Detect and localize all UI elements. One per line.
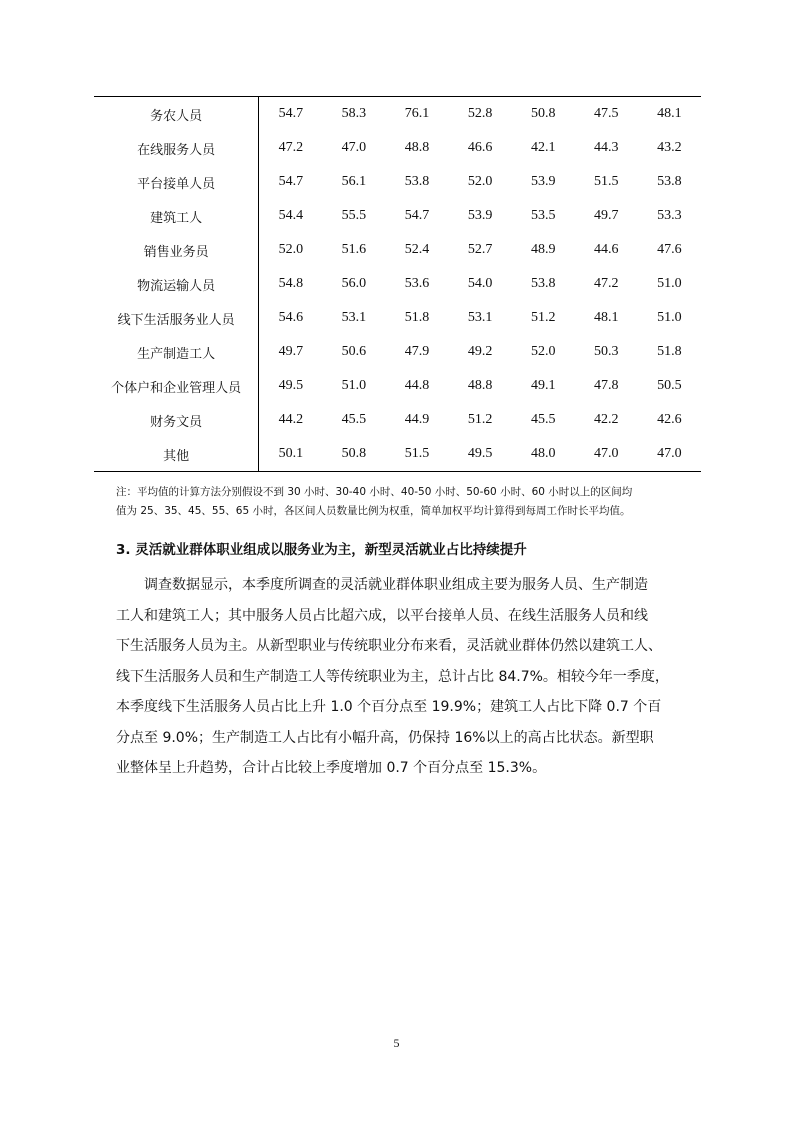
work-hours-table <box>94 96 701 472</box>
table-cell: 49.5 <box>278 378 304 393</box>
table-row <box>94 335 701 369</box>
table-cell: 55.5 <box>341 208 367 223</box>
table-cell: 53.9 <box>530 174 556 189</box>
table-cell: 53.8 <box>404 174 430 189</box>
table-cell: 58.3 <box>341 106 367 121</box>
table-cell: 47.6 <box>657 242 682 257</box>
table-cell: 50.5 <box>657 378 682 393</box>
table-cell: 48.1 <box>657 106 682 121</box>
paragraph-line: 业整体呈上升趋势，合计占比较上季度增加 0.7 个百分点至 15.3%。 <box>116 760 547 776</box>
table-cell: 49.1 <box>530 378 556 393</box>
table-cell: 48.8 <box>467 378 493 393</box>
table-cell: 47.5 <box>594 106 619 121</box>
table-cell: 45.5 <box>530 412 556 427</box>
table-cell: 47.9 <box>404 344 430 359</box>
table-cell: 48.8 <box>404 140 430 155</box>
table-row <box>94 165 701 199</box>
table-cell: 51.6 <box>341 242 367 257</box>
table-cell: 52.0 <box>278 242 304 257</box>
row-label: 平台接单人员 <box>94 165 259 199</box>
table-cell: 48.0 <box>530 446 556 461</box>
table-cell: 54.7 <box>278 174 304 189</box>
table-row <box>94 97 701 132</box>
table-cell: 51.5 <box>594 174 619 189</box>
table-row <box>94 403 701 437</box>
table-cell: 42.2 <box>594 412 619 427</box>
table-row <box>94 267 701 301</box>
page-number: 5 <box>393 1036 400 1050</box>
section-paragraph <box>116 570 688 784</box>
table-row <box>94 233 701 267</box>
table-cell: 47.0 <box>657 446 682 461</box>
row-label: 财务文员 <box>94 403 259 437</box>
table-body <box>94 97 701 472</box>
table-cell: 53.3 <box>657 208 682 223</box>
table-cell: 53.5 <box>530 208 556 223</box>
table-cell: 52.7 <box>467 242 493 257</box>
table-row <box>94 131 701 165</box>
row-label: 销售业务员 <box>94 233 259 267</box>
table-cell: 54.0 <box>467 276 493 291</box>
table-cell: 42.6 <box>657 412 682 427</box>
table-cell: 51.8 <box>657 344 682 359</box>
table-cell: 44.3 <box>594 140 619 155</box>
row-label: 生产制造工人 <box>94 335 259 369</box>
table-row <box>94 199 701 233</box>
table-row <box>94 369 701 403</box>
table-cell: 51.2 <box>467 412 493 427</box>
note-line: 注：平均值的计算方法分别假设不到 30 小时、30-40 小时、40-50 小时、50-60 小时、60 小时以上的区间均 <box>116 486 633 498</box>
table-cell: 47.8 <box>594 378 619 393</box>
table-cell: 47.0 <box>594 446 619 461</box>
table-cell: 50.1 <box>278 446 304 461</box>
table-cell: 76.1 <box>404 106 430 121</box>
table-cell: 54.7 <box>404 208 430 223</box>
table-cell: 49.2 <box>467 344 493 359</box>
table-cell: 43.2 <box>657 140 682 155</box>
table-cell: 51.2 <box>530 310 556 325</box>
table-cell: 52.8 <box>467 106 493 121</box>
paragraph-line: 线下生活服务人员和生产制造工人等传统职业为主，总计占比 84.7%。相较今年一季度， <box>116 668 669 685</box>
table-cell: 48.9 <box>530 242 556 257</box>
row-label: 线下生活服务业人员 <box>94 301 259 335</box>
section-heading: 3. 灵活就业群体职业组成以服务业为主，新型灵活就业占比持续提升 <box>116 542 527 558</box>
row-label: 建筑工人 <box>94 199 259 233</box>
table-cell: 48.1 <box>594 310 619 325</box>
table-cell: 50.6 <box>341 344 367 359</box>
paragraph-line: 分点至 9.0%；生产制造工人占比有小幅升高，仍保持 16%以上的高占比状态。新型职 <box>116 729 654 746</box>
table-cell: 51.5 <box>404 446 430 461</box>
table-cell: 56.0 <box>341 276 367 291</box>
paragraph-line: 本季度线下生活服务人员占比上升 1.0 个百分点至 19.9%；建筑工人占比下降 0.7 个百 <box>116 699 662 715</box>
table-cell: 50.3 <box>594 344 619 359</box>
table-cell: 51.8 <box>404 310 430 325</box>
table-cell: 44.9 <box>404 412 430 427</box>
table-cell: 47.2 <box>594 276 619 291</box>
table-cell: 47.0 <box>341 140 367 155</box>
table-cell: 49.7 <box>278 344 304 359</box>
table-cell: 56.1 <box>341 174 367 189</box>
table-cell: 52.4 <box>404 242 430 257</box>
table-row <box>94 301 701 335</box>
table-note <box>116 483 716 521</box>
table-cell: 54.6 <box>278 310 304 325</box>
table-cell: 49.5 <box>467 446 493 461</box>
table-row <box>94 437 701 472</box>
table-cell: 53.8 <box>657 174 682 189</box>
paragraph-line: 调查数据显示，本季度所调查的灵活就业群体职业组成主要为服务人员、生产制造 <box>116 577 648 593</box>
row-label: 个体户和企业管理人员 <box>94 369 259 403</box>
table-cell: 54.7 <box>278 106 304 121</box>
table-cell: 51.0 <box>657 276 682 291</box>
table-cell: 53.1 <box>341 310 367 325</box>
table-cell: 52.0 <box>467 174 493 189</box>
table-cell: 53.8 <box>530 276 556 291</box>
note-line: 值为 25、35、45、55、65 小时，各区间人员数量比例为权重，简单加权平均计算得到每周工作时长平均值。 <box>116 505 631 517</box>
row-label: 物流运输人员 <box>94 267 259 301</box>
row-label: 在线服务人员 <box>94 131 259 165</box>
table-cell: 53.6 <box>404 276 430 291</box>
paragraph-line: 下生活服务人员为主。从新型职业与传统职业分布来看，灵活就业群体仍然以建筑工人、 <box>116 638 662 654</box>
table-cell: 50.8 <box>530 106 556 121</box>
paragraph-line: 工人和建筑工人；其中服务人员占比超六成，以平台接单人员、在线生活服务人员和线 <box>116 607 648 624</box>
table-cell: 51.0 <box>657 310 682 325</box>
table-cell: 44.8 <box>404 378 430 393</box>
table-cell: 47.2 <box>278 140 304 155</box>
table-cell: 50.8 <box>341 446 367 461</box>
table-cell: 54.4 <box>278 208 304 223</box>
table-cell: 54.8 <box>278 276 304 291</box>
table-cell: 45.5 <box>341 412 367 427</box>
table-cell: 53.1 <box>467 310 493 325</box>
table-cell: 49.7 <box>594 208 619 223</box>
table-cell: 44.6 <box>594 242 619 257</box>
table-cell: 52.0 <box>530 344 556 359</box>
table-cell: 42.1 <box>530 140 556 155</box>
table-cell: 46.6 <box>467 140 493 155</box>
row-label: 其他 <box>94 437 259 472</box>
table-cell: 53.9 <box>467 208 493 223</box>
table-cell: 51.0 <box>341 378 367 393</box>
table-cell: 44.2 <box>278 412 304 427</box>
row-label: 务农人员 <box>94 97 259 132</box>
